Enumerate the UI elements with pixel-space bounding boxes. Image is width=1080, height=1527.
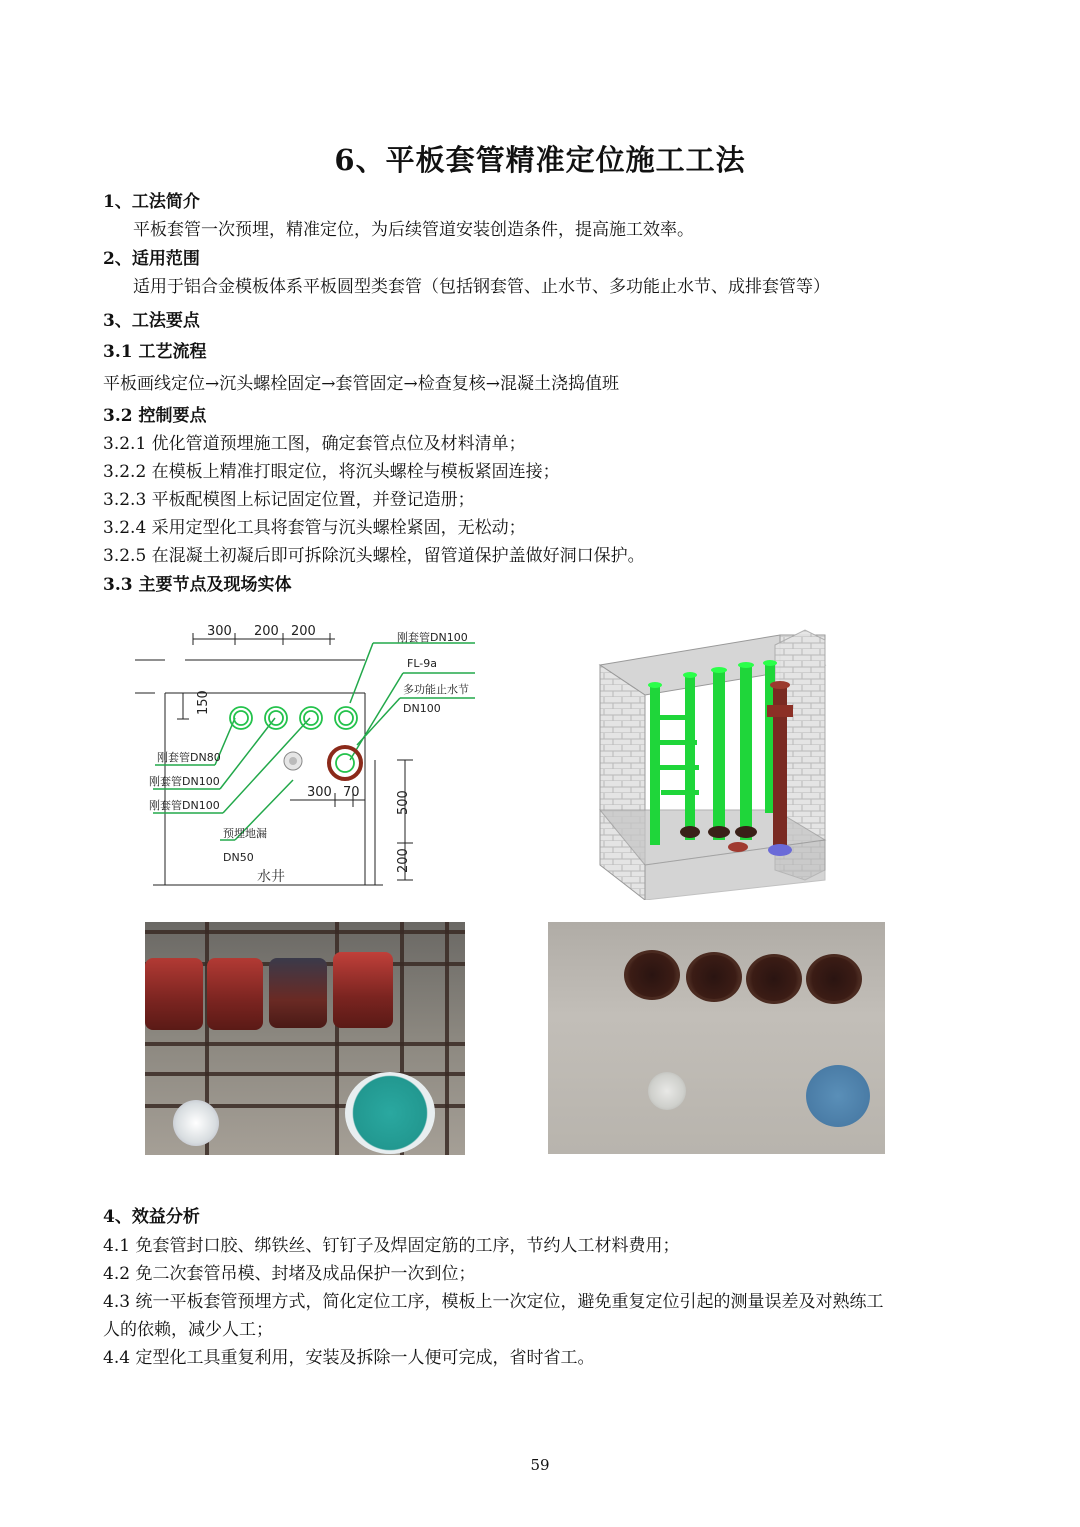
label-sleeve-dn80: 刚套管DN80 [157,751,221,764]
water-stop-cover [806,1065,870,1127]
multi-function-water-stop-symbol [329,747,361,779]
page-number: 59 [530,1456,550,1474]
section-2-text: 适用于铝合金模板体系平板圆型类套管（包括钢套管、止水节、多功能止水节、成排套管等） [133,277,830,297]
dim-200-top-a: 200 [254,624,279,639]
cad-plan-drawing [135,615,480,890]
dim-300-top: 300 [207,624,232,639]
sleeve-opening [746,954,802,1004]
control-point-item: 3.2.5 在混凝土初凝后即可拆除沉头螺栓，留管道保护盖做好洞口保护。 [103,546,645,566]
label-sleeve-dn100-b: 刚套管DN100 [149,799,220,812]
label-sleeve-dn100-top: 刚套管DN100 [397,631,468,644]
sleeve-opening [806,954,862,1004]
page-title: 6、平板套管精准定位施工工法 [334,143,746,177]
red-sleeve-cap [333,952,393,1028]
section-3-heading: 3、工法要点 [103,311,200,331]
sleeve-opening [624,950,680,1000]
control-point-item: 3.2.4 采用定型化工具将套管与沉头螺栓紧固，无松动； [103,518,526,538]
site-photo-after-pour [548,922,885,1154]
floor-drain-cap [648,1072,686,1110]
dim-300-mid: 300 [307,785,332,800]
control-point-item: 3.2.2 在模板上精准打眼定位，将沉头螺栓与模板紧固连接； [103,462,560,482]
control-point-item: 3.2.1 优化管道预埋施工图，确定套管点位及材料清单； [103,434,526,454]
dim-150: 150 [196,690,211,715]
dark-sleeve-cap [269,958,327,1028]
section-4-heading: 4、效益分析 [103,1207,200,1227]
label-floor-drain: 预埋地漏 [223,827,267,840]
section-3-1-heading: 3.1 工艺流程 [103,342,207,362]
benefit-item: 4.1 免套管封口胶、绑铁丝、钉钉子及焊固定筋的工序，节约人工材料费用； [103,1236,680,1256]
section-3-1-text: 平板画线定位→沉头螺栓固定→套管固定→检查复核→混凝土浇捣值班 [103,374,619,394]
sleeve-opening [686,952,742,1002]
dim-200-top-b: 200 [291,624,316,639]
section-1-text: 平板套管一次预埋，精准定位，为后续管道安装创造条件，提高施工效率。 [133,220,694,240]
label-multi-water-stop: 多功能止水节 [403,683,469,696]
benefit-item: 4.3 统一平板套管预埋方式，简化定位工序，模板上一次定位，避免重复定位引起的测量误差及对熟练工 [103,1292,884,1312]
cad-plan-svg [135,615,480,890]
dim-500: 500 [396,790,411,815]
label-floor-drain-dn50: DN50 [223,851,254,864]
label-fl9a: FL-9a [407,657,437,670]
benefit-item: 4.4 定型化工具重复利用，安装及拆除一人便可完成，省时省工。 [103,1348,595,1368]
dim-200-right: 200 [396,848,411,873]
benefit-item: 4.2 免二次套管吊模、封堵及成品保护一次到位； [103,1264,476,1284]
control-point-item: 3.2.3 平板配模图上标记固定位置，并登记造册； [103,490,475,510]
red-sleeve-cap [207,958,263,1030]
dim-70: 70 [343,785,360,800]
floor-drain-symbol [284,752,302,770]
benefit-item-continuation: 人的依赖，减少人工； [103,1320,273,1340]
label-multi-dn100: DN100 [403,702,441,715]
section-3-3-heading: 3.3 主要节点及现场实体 [103,575,292,595]
label-water-well: 水井 [257,869,285,885]
red-sleeve-cap [145,958,203,1030]
section-3-2-heading: 3.2 控制要点 [103,406,207,426]
floor-drain-cap [173,1100,219,1146]
label-sleeve-dn100-a: 刚套管DN100 [149,775,220,788]
bim-3d-model [595,625,935,900]
section-1-heading: 1、工法简介 [103,192,200,212]
water-stop-cover [345,1072,435,1154]
site-photo-installed-sleeves [145,922,465,1155]
section-2-heading: 2、适用范围 [103,249,200,269]
